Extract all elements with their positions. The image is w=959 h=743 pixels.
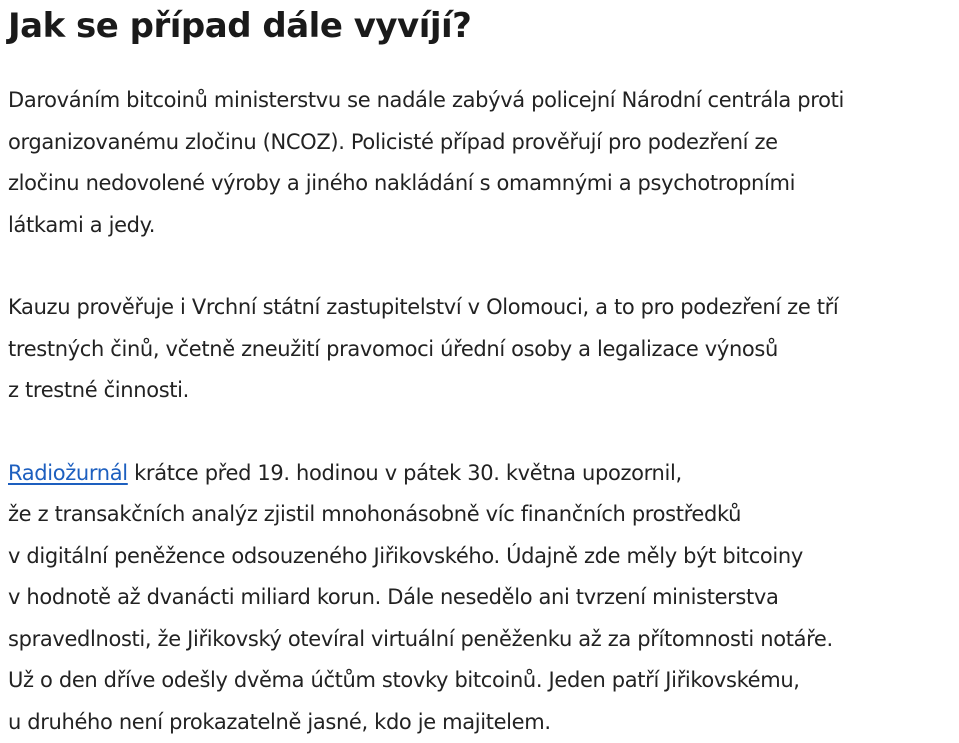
text-line: zločinu nedovolené výroby a jiného nakládání s omamnými a psychotropními bbox=[8, 163, 953, 205]
paragraph-ncoz bbox=[8, 80, 953, 246]
text-line: z trestné činnosti. bbox=[8, 370, 953, 412]
text-line: v digitální peněžence odsouzeného Jiřikovského. Údajně zde měly být bitcoiny bbox=[8, 536, 953, 578]
text-line: Kauzu prověřuje i Vrchní státní zastupitelství v Olomouci, a to pro podezření ze tří bbox=[8, 287, 953, 329]
text-line: organizovanému zločinu (NCOZ). Policisté případ prověřují pro podezření ze bbox=[8, 122, 953, 164]
text-fragment: krátce před 19. hodinou v pátek 30. května upozornil, bbox=[128, 461, 682, 485]
radiozurnal-link[interactable]: Radiožurnál bbox=[8, 461, 128, 485]
article-body bbox=[8, 0, 953, 743]
text-line: v hodnotě až dvanácti miliard korun. Dále nesedělo ani tvrzení ministerstva bbox=[8, 577, 953, 619]
text-line: spravedlnosti, že Jiřikovský otevíral virtuální peněženku až za přítomnosti notáře. bbox=[8, 619, 953, 661]
text-line: že z transakčních analýz zjistil mnohonásobně víc finančních prostředků bbox=[8, 494, 953, 536]
section-heading: Jak se případ dále vyvíjí? bbox=[8, 0, 953, 48]
paragraph-radiozurnal bbox=[8, 453, 953, 743]
text-line: trestných činů, včetně zneužití pravomoci úřední osoby a legalizace výnosů bbox=[8, 329, 953, 371]
text-line bbox=[8, 453, 953, 495]
text-line: Darováním bitcoinů ministerstvu se nadále zabývá policejní Národní centrála proti bbox=[8, 80, 953, 122]
paragraph-vsz-olomouc bbox=[8, 287, 953, 412]
text-line: Už o den dříve odešly dvěma účtům stovky bitcoinů. Jeden patří Jiřikovskému, bbox=[8, 660, 953, 702]
text-line: u druhého není prokazatelně jasné, kdo je majitelem. bbox=[8, 702, 953, 743]
text-line: látkami a jedy. bbox=[8, 205, 953, 247]
